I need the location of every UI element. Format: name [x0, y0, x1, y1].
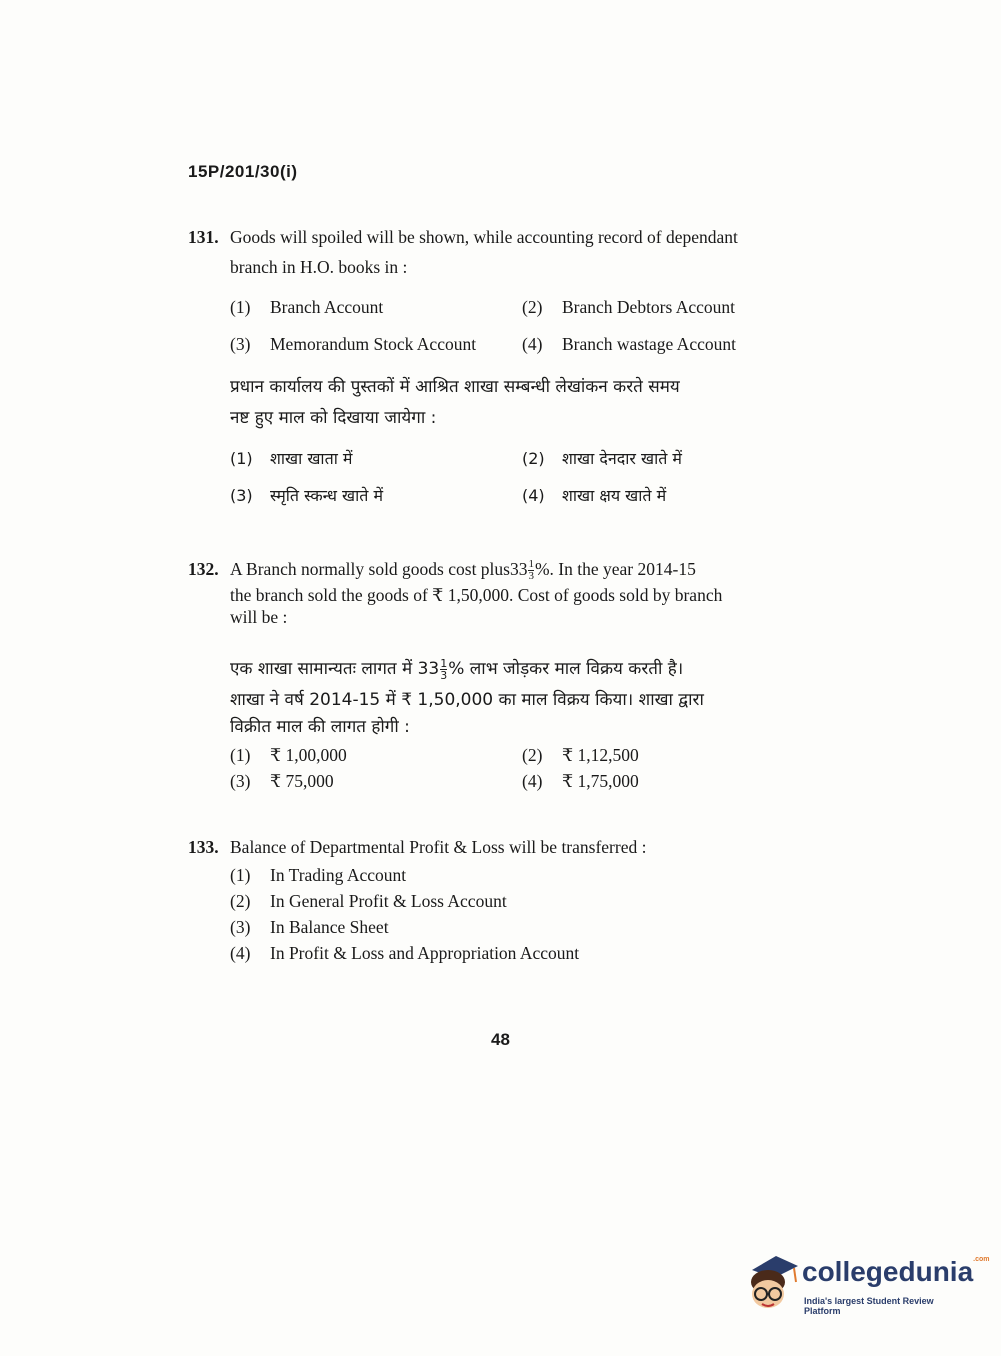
option-3: (3) In Balance Sheet — [230, 917, 389, 937]
logo-suffix: .com — [973, 1256, 990, 1263]
collegedunia-logo[interactable] — [742, 1250, 990, 1320]
fraction: $\frac{1}{3}$ — [528, 558, 534, 583]
question-text-hindi: एक शाखा सामान्यतः लागत में 33 $\frac{1}{3}$ % लाभ जोड़कर माल विक्रय करती है। शाखा ने वर्ष 2014-15 में ₹ 1,50,000 का माल विक्रय किया। शाखा द्वारा विक्रीत माल की लागत होगी : — [230, 656, 704, 737]
fraction-hindi: $\frac{1}{3}$ — [440, 656, 448, 682]
question-132 — [188, 554, 814, 794]
option-2-hindi: (2) शाखा देनदार खाते में — [522, 448, 682, 468]
option-2: (2) In General Profit & Loss Account — [230, 891, 507, 911]
option-2: (2) ₹ 1,12,500 — [522, 745, 639, 765]
option-3-hindi: (3) स्मृति स्कन्ध खाते में — [230, 485, 384, 505]
question-text: A Branch normally sold goods cost plus33 $\frac{1}{3}$ %. In the year 2014-15 — [230, 558, 696, 583]
option-4-hindi: (4) शाखा क्षय खाते में — [522, 485, 667, 505]
option-4: (4) Branch wastage Account — [522, 333, 736, 354]
option-1-hindi: (1) शाखा खाता में — [230, 448, 353, 468]
options-english — [188, 288, 814, 362]
option-3: (3) ₹ 75,000 — [230, 771, 334, 791]
options-hindi — [188, 440, 814, 514]
question-133 — [188, 832, 814, 966]
paper-code: 15P/201/30(i) — [188, 162, 298, 181]
option-1: (1) Branch Account — [230, 296, 384, 317]
question-text-continued: the branch sold the goods of ₹ 1,50,000. Cost of goods sold by branch will be : — [230, 585, 723, 627]
question-text-hindi: प्रधान कार्यालय की पुस्तकों में आश्रित शाखा सम्बन्धी लेखांकन करते समय नष्ट हुए माल को दिखाया जायेगा : — [230, 377, 680, 428]
question-number: 132. — [188, 559, 219, 579]
logo-tagline: India's largest Student Review Platform — [804, 1296, 934, 1316]
option-4: (4) ₹ 1,75,000 — [522, 771, 639, 791]
option-1: (1) ₹ 1,00,000 — [230, 745, 347, 765]
question-number: 133. — [188, 837, 219, 857]
question-text: Balance of Departmental Profit & Loss will be transferred : — [230, 837, 647, 857]
question-text: Goods will spoiled will be shown, while accounting record of dependant — [230, 227, 738, 247]
options — [188, 742, 814, 794]
question-text-continued: branch in H.O. books in : — [230, 257, 408, 277]
mascot-icon — [742, 1252, 802, 1314]
page-number: 48 — [491, 1030, 510, 1049]
option-3: (3) Memorandum Stock Account — [230, 333, 477, 354]
question-131 — [188, 222, 814, 514]
logo-name: collegedunia — [802, 1256, 974, 1287]
question-number: 131. — [188, 227, 219, 247]
option-1: (1) In Trading Account — [230, 865, 407, 885]
options — [188, 862, 814, 966]
option-2: (2) Branch Debtors Account — [522, 296, 736, 317]
option-4: (4) In Profit & Loss and Appropriation Account — [230, 943, 580, 963]
